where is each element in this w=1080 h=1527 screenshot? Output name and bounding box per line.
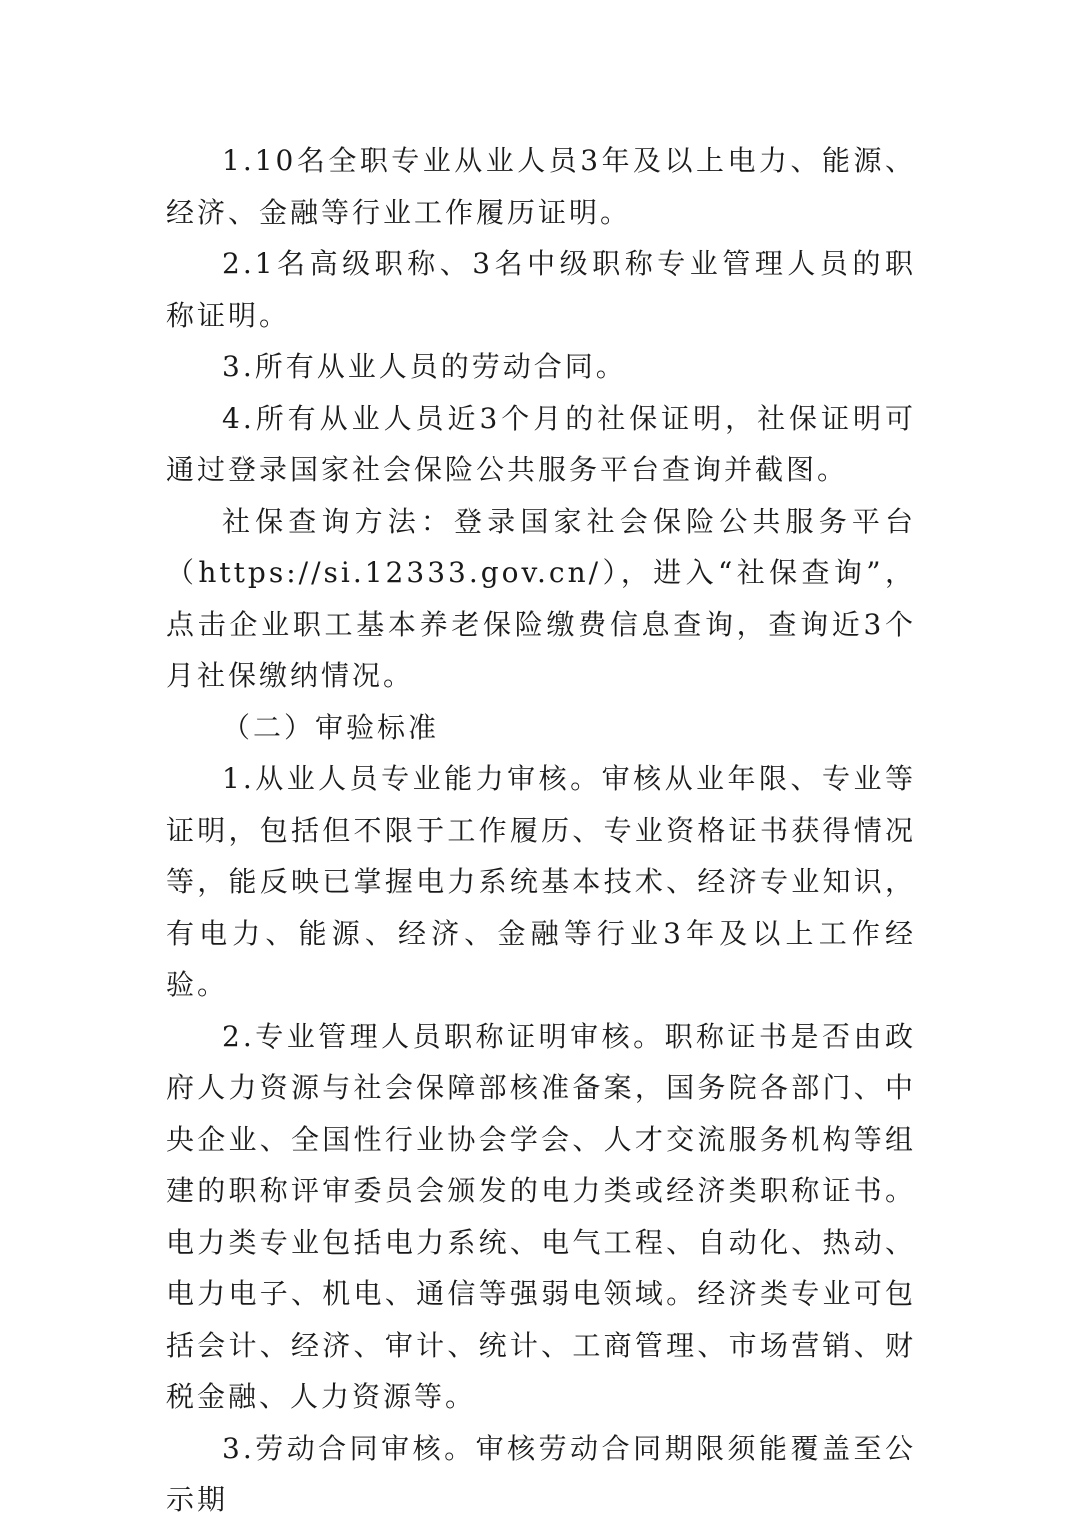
list-item-title-certificate: 2.1名高级职称、3名中级职称专业管理人员的职称证明。 — [166, 247, 916, 332]
list-item-professional-ability-review: 1.从业人员专业能力审核。审核从业年限、专业等证明，包括但不限于工作履历、专业资格证书获得情况等，能反映已掌握电力系统基本技术、经济专业知识，有电力、能源、经济、金融等行业3年及以上工作经验。 — [166, 762, 916, 1001]
document-page — [166, 135, 916, 1526]
list-item-labor-contract: 3.所有从业人员的劳动合同。 — [222, 350, 627, 383]
social-security-query-method: 社保查询方法：登录国家社会保险公共服务平台（https://si.12333.gov.cn/），进入“社保查询”，点击企业职工基本养老保险缴费信息查询，查询近3个月社保缴纳情况。 — [166, 504, 916, 692]
list-item-work-history: 1.10名全职专业从业人员3年及以上电力、能源、经济、金融等行业工作履历证明。 — [166, 144, 916, 229]
list-item-labor-contract-review: 3.劳动合同审核。审核劳动合同期限须能覆盖至公示期 — [166, 1431, 916, 1516]
list-item-social-security: 4.所有从业人员近3个月的社保证明，社保证明可通过登录国家社会保险公共服务平台查询并截图。 — [166, 401, 916, 486]
list-item-title-certificate-review: 2.专业管理人员职称证明审核。职称证书是否由政府人力资源与社会保障部核准备案，国务院各部门、中央企业、全国性行业协会学会、人才交流服务机构等组建的职称评审委员会颁发的电力类或经济类职称证书。电力类专业包括电力系统、电气工程、自动化、热动、电力电子、机电、通信等强弱电领域。经济类专业可包括会计、经济、审计、统计、工商管理、市场营销、财税金融、人力资源等。 — [166, 1019, 916, 1413]
section-heading-review-standards: （二）审验标准 — [222, 710, 440, 744]
